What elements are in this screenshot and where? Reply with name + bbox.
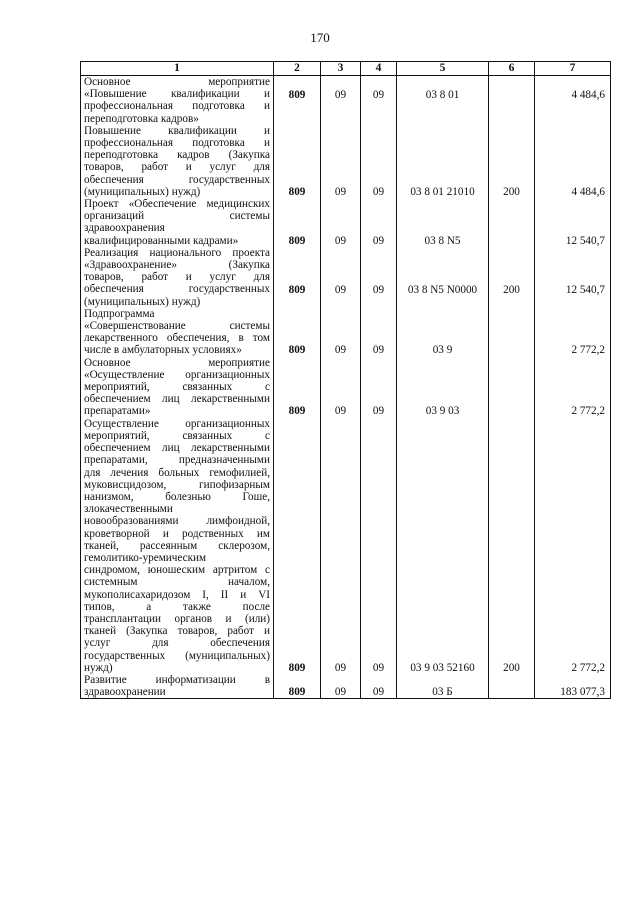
section-code-cell: 09 — [321, 76, 361, 125]
row-name-line: здравоохранении — [84, 686, 166, 699]
row-name-line: Повышение квалификации и — [84, 124, 270, 137]
amount-cell: 12 540,7 — [535, 247, 611, 308]
header-col-5: 5 — [397, 62, 489, 76]
expense-type-code-cell — [489, 357, 535, 418]
target-article-code-cell: 03 8 N5 — [397, 198, 489, 247]
table-row — [81, 76, 611, 125]
table-row — [81, 308, 611, 357]
row-name-line: типов, а также после — [84, 600, 270, 613]
row-name-line: профессиональная подготовка и — [84, 100, 270, 113]
table-row — [81, 357, 611, 418]
expense-type-code-cell — [489, 674, 535, 699]
header-col-4: 4 — [361, 62, 397, 76]
header-col-2: 2 — [274, 62, 321, 76]
row-name-line: «Повышение квалификации и — [84, 88, 270, 101]
chapter-code-cell: 809 — [274, 674, 321, 699]
amount-cell: 4 484,6 — [535, 125, 611, 198]
row-name-line: товаров, работ и услуг для — [84, 161, 270, 174]
row-name-line: «Совершенствование системы — [84, 320, 270, 333]
target-article-code-cell: 03 9 — [397, 308, 489, 357]
row-name-line: тканей, рассеянным склерозом, — [84, 539, 270, 552]
row-name-line: Проект «Обеспечение медицинских — [84, 198, 270, 211]
header-col-6: 6 — [489, 62, 535, 76]
row-name-line: нанизмом, болезнью Гоше, — [84, 490, 270, 503]
section-code-cell: 09 — [321, 674, 361, 699]
row-name-line: Осуществление организационных — [84, 417, 270, 430]
header-col-1: 1 — [81, 62, 274, 76]
row-name-line: «Осуществление организационных — [84, 368, 270, 381]
row-name-cell — [81, 357, 274, 418]
amount-cell: 183 077,3 — [535, 674, 611, 699]
subsection-code-cell: 09 — [361, 418, 397, 674]
row-name-line: обеспечением лиц лекарственными — [84, 442, 270, 455]
row-name-line: тканей (Закупка товаров, работ и — [84, 625, 270, 638]
amount-cell: 2 772,2 — [535, 357, 611, 418]
target-article-code-cell: 03 8 01 21010 — [397, 125, 489, 198]
subsection-code-cell: 09 — [361, 125, 397, 198]
row-name-cell — [81, 247, 274, 308]
row-name-line: квалифицированными кадрами» — [84, 234, 239, 247]
section-code-cell: 09 — [321, 247, 361, 308]
row-name-line: мероприятий, связанных с — [84, 429, 270, 442]
section-code-cell: 09 — [321, 308, 361, 357]
chapter-code-cell: 809 — [274, 308, 321, 357]
table-header-row — [81, 62, 611, 76]
row-name-line: нужд) — [84, 661, 113, 674]
row-name-line: переподготовка кадров (Закупка — [84, 149, 270, 162]
row-name-line: числе в амбулаторных условиях» — [84, 344, 242, 357]
row-name-line: мукополисахаридозом I, II и VI — [84, 588, 270, 601]
row-name-line: профессиональная подготовка и — [84, 137, 270, 150]
row-name-line: гемолитико-уремическим — [84, 551, 207, 564]
row-name-line: злокачественными — [84, 503, 173, 516]
row-name-line: лекарственного обеспечения, в том — [84, 332, 270, 345]
expense-type-code-cell — [489, 198, 535, 247]
target-article-code-cell: 03 9 03 — [397, 357, 489, 418]
amount-cell: 2 772,2 — [535, 308, 611, 357]
row-name-line: для лечения больных гемофилией, — [84, 466, 270, 479]
row-name-line: (муниципальных) нужд) — [84, 295, 201, 308]
row-name-line: новообразованиями лимфоидной, — [84, 515, 270, 528]
subsection-code-cell: 09 — [361, 247, 397, 308]
row-name-line: муковисцидозом, гипофизарным — [84, 478, 270, 491]
row-name-line: организаций системы — [84, 210, 270, 223]
row-name-line: услуг для обеспечения — [84, 637, 270, 650]
row-name-line: препаратами» — [84, 405, 151, 418]
target-article-code-cell: 03 8 N5 N0000 — [397, 247, 489, 308]
row-name-line: Развитие информатизации в — [84, 673, 270, 686]
amount-cell: 12 540,7 — [535, 198, 611, 247]
row-name-line: мероприятий, связанных с — [84, 381, 270, 394]
subsection-code-cell: 09 — [361, 198, 397, 247]
row-name-line: здравоохранения — [84, 222, 165, 235]
row-name-cell — [81, 308, 274, 357]
target-article-code-cell: 03 Б — [397, 674, 489, 699]
amount-cell: 4 484,6 — [535, 76, 611, 125]
expense-type-code-cell: 200 — [489, 418, 535, 674]
chapter-code-cell: 809 — [274, 247, 321, 308]
expense-type-code-cell — [489, 76, 535, 125]
table-row — [81, 247, 611, 308]
row-name-line: обеспечением лиц лекарственными — [84, 393, 270, 406]
row-name-cell — [81, 198, 274, 247]
row-name-line: государственных (муниципальных) — [84, 649, 270, 662]
table-body — [81, 76, 611, 699]
chapter-code-cell: 809 — [274, 418, 321, 674]
row-name-cell — [81, 125, 274, 198]
row-name-line: системным началом, — [84, 576, 270, 589]
row-name-line: препаратами, предназначенными — [84, 454, 270, 467]
section-code-cell: 09 — [321, 125, 361, 198]
row-name-cell — [81, 674, 274, 699]
subsection-code-cell: 09 — [361, 76, 397, 125]
section-code-cell: 09 — [321, 418, 361, 674]
page-number: 170 — [310, 30, 330, 45]
row-name-line: переподготовка кадров» — [84, 112, 199, 125]
expense-type-code-cell — [489, 308, 535, 357]
target-article-code-cell: 03 8 01 — [397, 76, 489, 125]
row-name-line: кроветворной и родственных им — [84, 527, 270, 540]
row-name-line: «Здравоохранение» (Закупка — [84, 259, 270, 272]
row-name-line: обеспечения государственных — [84, 283, 270, 296]
row-name-line: обеспечения государственных — [84, 173, 270, 186]
subsection-code-cell: 09 — [361, 308, 397, 357]
amount-cell: 2 772,2 — [535, 418, 611, 674]
subsection-code-cell: 09 — [361, 357, 397, 418]
chapter-code-cell: 809 — [274, 198, 321, 247]
row-name-line: товаров, работ и услуг для — [84, 271, 270, 284]
expense-type-code-cell: 200 — [489, 125, 535, 198]
row-name-line: Основное мероприятие — [84, 356, 270, 369]
row-name-line: Реализация национального проекта — [84, 246, 270, 259]
header-col-7: 7 — [535, 62, 611, 76]
chapter-code-cell: 809 — [274, 125, 321, 198]
header-col-3: 3 — [321, 62, 361, 76]
row-name-line: Подпрограмма — [84, 307, 155, 320]
chapter-code-cell: 809 — [274, 357, 321, 418]
row-name-cell — [81, 418, 274, 674]
table-row — [81, 198, 611, 247]
row-name-line: Основное мероприятие — [84, 76, 270, 88]
row-name-line: синдромом, юношеским артритом с — [84, 564, 270, 577]
section-code-cell: 09 — [321, 198, 361, 247]
subsection-code-cell: 09 — [361, 674, 397, 699]
table-row — [81, 125, 611, 198]
row-name-line: трансплантации органов и (или) — [84, 612, 270, 625]
chapter-code-cell: 809 — [274, 76, 321, 125]
budget-table — [80, 61, 611, 699]
expense-type-code-cell: 200 — [489, 247, 535, 308]
table-row — [81, 418, 611, 674]
section-code-cell: 09 — [321, 357, 361, 418]
target-article-code-cell: 03 9 03 52160 — [397, 418, 489, 674]
table-row — [81, 674, 611, 699]
row-name-cell — [81, 76, 274, 125]
row-name-line: (муниципальных) нужд) — [84, 185, 201, 198]
